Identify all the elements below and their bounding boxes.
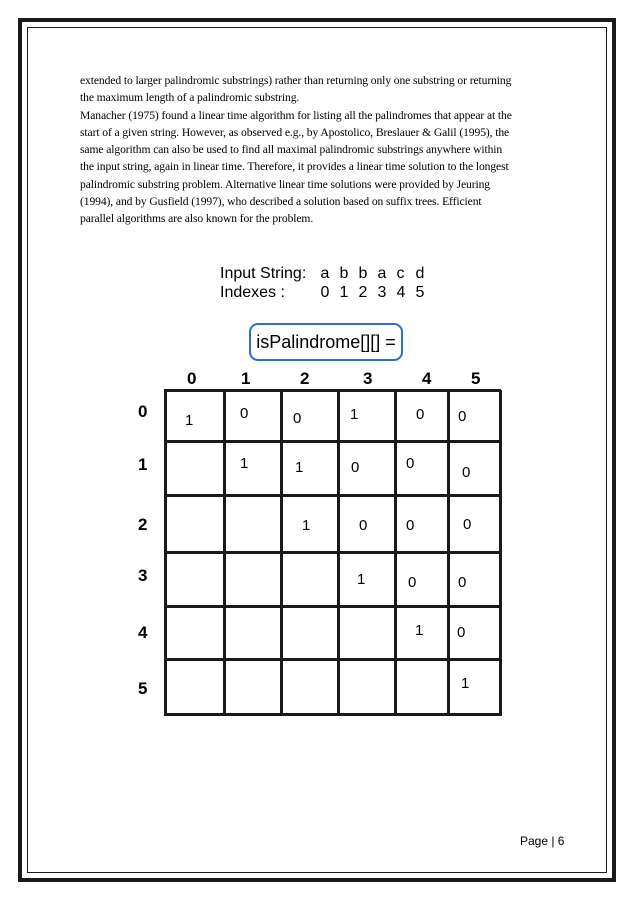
column-header: 3 [363,369,373,388]
column-header: 0 [187,369,197,388]
grid-line [164,494,501,497]
matrix-cell-value: 1 [240,455,249,472]
matrix-cell-value: 1 [350,406,359,423]
grid-line [164,658,501,661]
matrix-cell-value: 0 [416,406,425,423]
matrix-cell-value: 0 [458,408,467,425]
input-char: c [396,265,405,282]
matrix-cell-value: 0 [463,516,472,533]
para-line: start of a given string. However, as observed e.g., by Apostolico, Breslauer & Galil (1995), the [80,125,510,139]
row-header: 0 [138,402,148,421]
matrix-cell-value: 0 [408,574,417,591]
index-value: 5 [415,284,425,301]
input-char: b [339,265,349,282]
matrix-cell-value: 0 [462,464,471,481]
para-line: palindromic substring problem. Alternative linear time solutions were provided by Jeuring [80,177,490,191]
row-header: 2 [138,515,148,534]
grid-line [164,605,501,608]
para-line: Manacher (1975) found a linear time algorithm for listing all the palindromes that appear at the [80,108,512,122]
matrix-cell-value: 0 [240,405,249,422]
para-line: (1994), and by Gusfield (1997), who described a solution based on suffix trees. Efficient [80,195,482,209]
input-chars [320,265,434,282]
para-line: the input string, again in linear time. Therefore, it provides a linear time solution to the longest [80,160,509,174]
column-header: 5 [471,369,481,388]
matrix-cell-value: 0 [406,517,415,534]
body-paragraph [80,72,560,228]
grid-line [164,551,501,554]
matrix-cell-value: 1 [461,675,470,692]
matrix-cell-value: 1 [302,517,311,534]
matrix-cell-value: 1 [295,459,304,476]
input-string-row [220,265,434,283]
page-number: Page | 6 [520,834,565,848]
index-value: 1 [339,284,349,301]
indexes-label: Indexes : [220,284,285,301]
column-header: 1 [241,369,251,388]
index-value: 0 [320,284,330,301]
para-line: the maximum length of a palindromic substring. [80,91,300,105]
column-header: 2 [300,369,310,388]
row-header: 5 [138,679,148,698]
grid-line [164,440,501,443]
index-value: 4 [396,284,406,301]
matrix-cell-value: 0 [293,410,302,427]
matrix-cell-value: 0 [406,455,415,472]
column-header: 4 [422,369,432,388]
index-value: 2 [358,284,368,301]
input-char: d [415,265,425,282]
indexes-row [220,284,434,302]
grid-line [164,389,501,392]
para-line: same algorithm can also be used to find all maximal palindromic substrings anywhere within [80,143,503,157]
matrix-cell-value: 0 [351,459,360,476]
matrix-cell-value: 1 [357,571,366,588]
index-value: 3 [377,284,387,301]
row-header: 4 [138,623,148,642]
para-line: extended to larger palindromic substrings) rather than returning only one substring or returning [80,74,512,87]
input-char: b [358,265,368,282]
matrix-cell-value: 1 [415,622,424,639]
matrix-cell-value: 0 [359,517,368,534]
row-header: 1 [138,455,148,474]
grid-line [164,713,501,716]
input-char: a [377,265,387,282]
input-string-label: Input String: [220,265,307,282]
is-palindrome-label-box: isPalindrome[][] = [249,323,403,361]
para-line: parallel algorithms are also known for the problem. [80,212,314,226]
matrix-cell-value: 1 [185,412,194,429]
index-values [320,284,434,301]
row-header: 3 [138,566,148,585]
matrix-cell-value: 0 [458,574,467,591]
matrix-cell-value: 0 [457,624,466,641]
input-char: a [320,265,330,282]
